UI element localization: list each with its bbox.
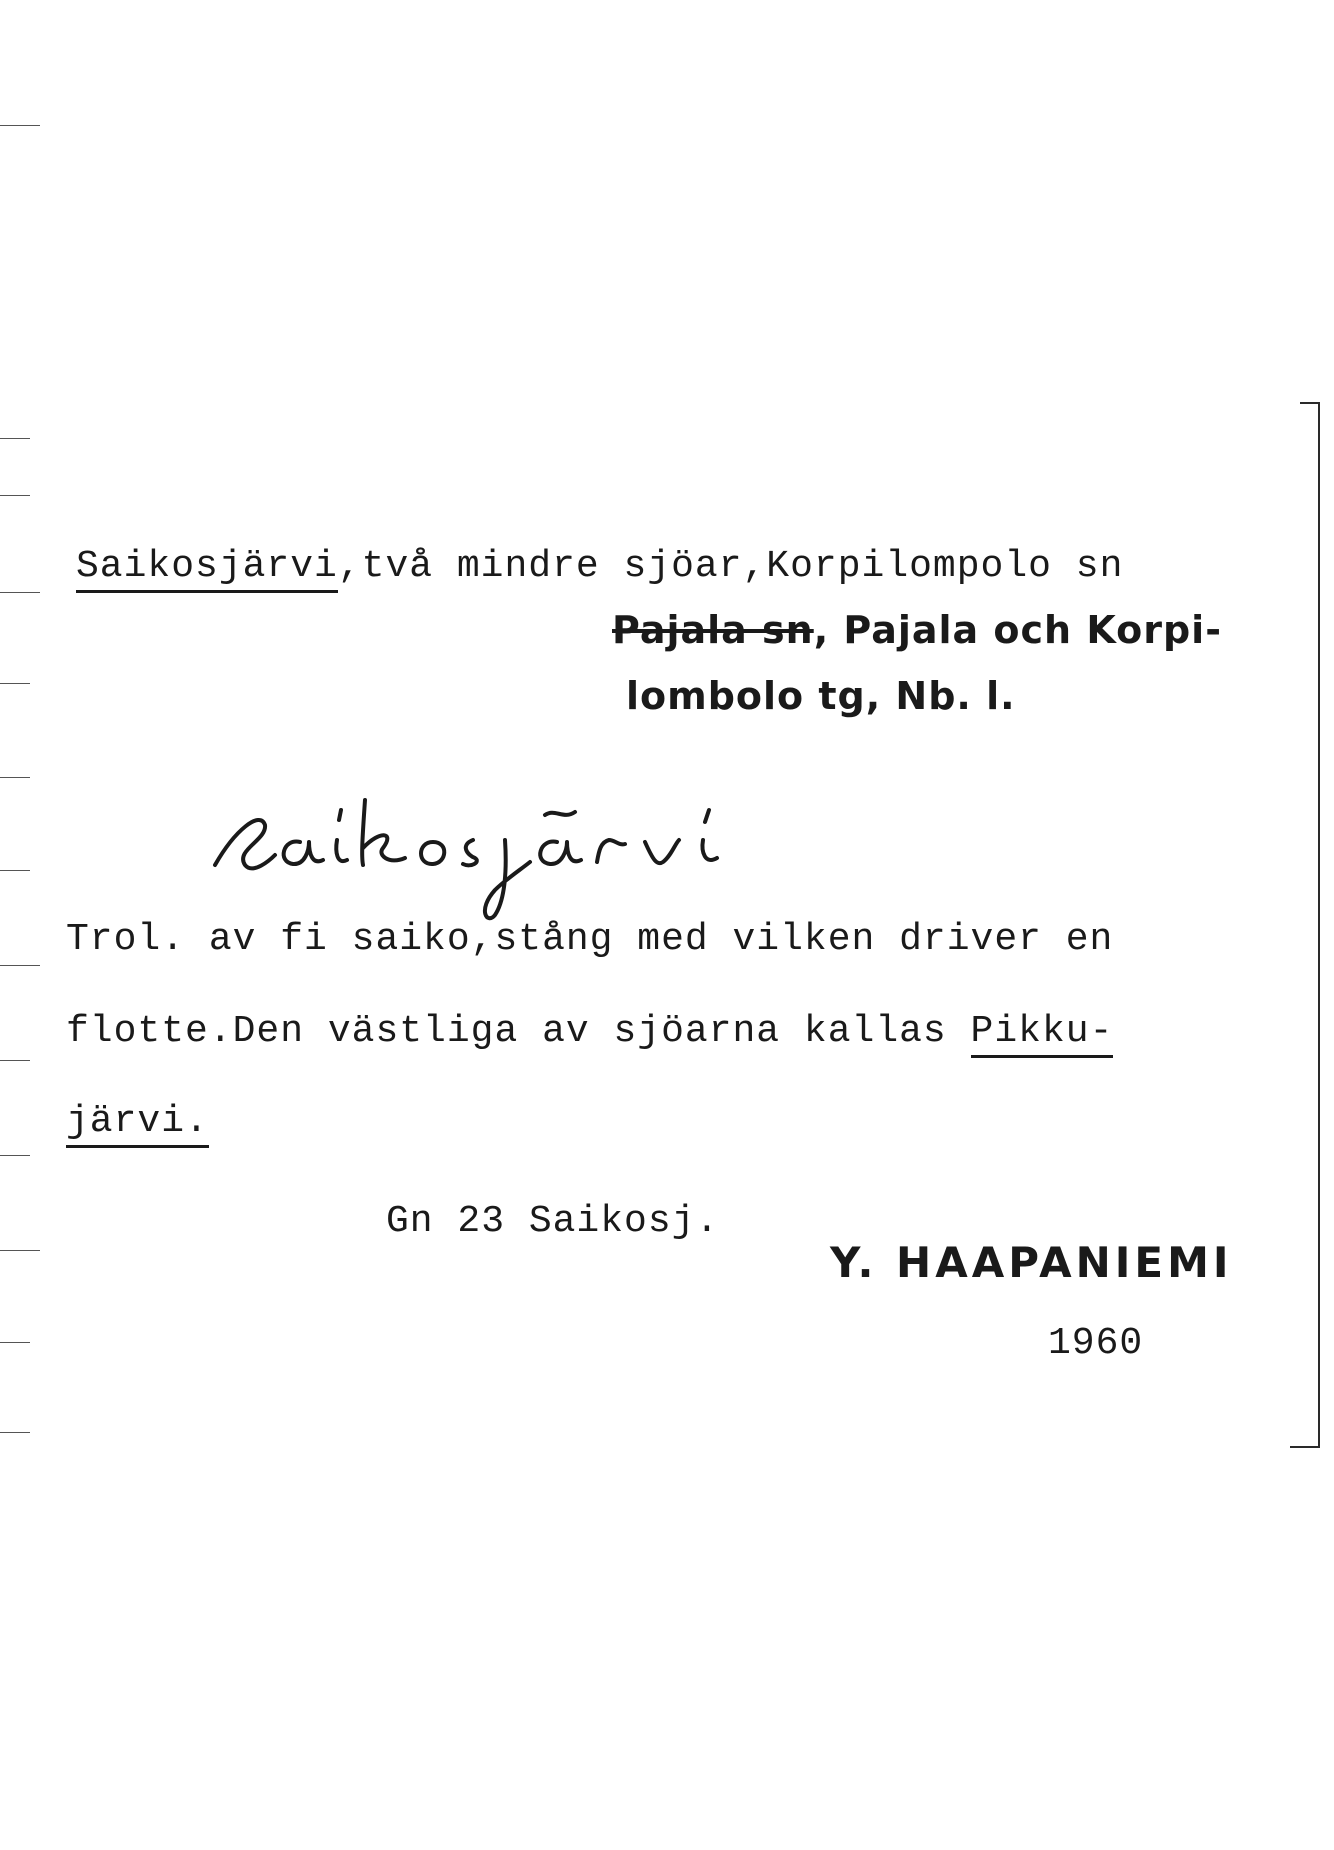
entry-line-3: lombolo tg, Nb. l. xyxy=(626,674,1016,718)
entry-line-2 xyxy=(612,608,1222,652)
struck-parish: Pajala sn xyxy=(612,608,814,652)
underlined-name-part-1: Pikku- xyxy=(971,1010,1114,1058)
margin-tick xyxy=(0,125,40,126)
margin-tick xyxy=(0,1342,30,1343)
margin-tick xyxy=(0,777,30,778)
etymology-line-2 xyxy=(66,1010,1113,1053)
entry-line-1 xyxy=(76,545,1123,588)
entry-line-1-rest: ,två mindre sjöar,Korpilompolo sn xyxy=(337,545,1124,588)
collector-name: Y. HAAPANIEMI xyxy=(830,1238,1233,1287)
source-reference: Gn 23 Saikosj. xyxy=(386,1200,720,1243)
etymology-line-2-text: flotte.Den västliga av sjöarna kallas xyxy=(66,1010,971,1053)
card-border-bottom xyxy=(1290,1446,1320,1448)
margin-tick xyxy=(0,495,30,496)
margin-tick xyxy=(0,683,30,684)
margin-tick xyxy=(0,1060,30,1061)
margin-tick xyxy=(0,1432,30,1433)
underlined-name-part-2: järvi. xyxy=(66,1100,209,1148)
card-border-top xyxy=(1300,402,1320,404)
margin-tick xyxy=(0,592,40,593)
card-border-right xyxy=(1318,402,1320,1448)
collection-year: 1960 xyxy=(1048,1322,1144,1365)
margin-tick xyxy=(0,438,30,439)
margin-tick xyxy=(0,1250,40,1251)
entry-line-2-rest: , Pajala och Korpi- xyxy=(813,608,1222,652)
margin-tick xyxy=(0,1155,30,1156)
etymology-line-3 xyxy=(66,1100,209,1143)
margin-tick xyxy=(0,870,30,871)
margin-tick xyxy=(0,965,40,966)
headword: Saikosjärvi xyxy=(76,545,338,593)
etymology-line-1: Trol. av fi saiko,stång med vilken driver en xyxy=(66,918,1114,961)
handwritten-pronunciation xyxy=(205,770,965,930)
